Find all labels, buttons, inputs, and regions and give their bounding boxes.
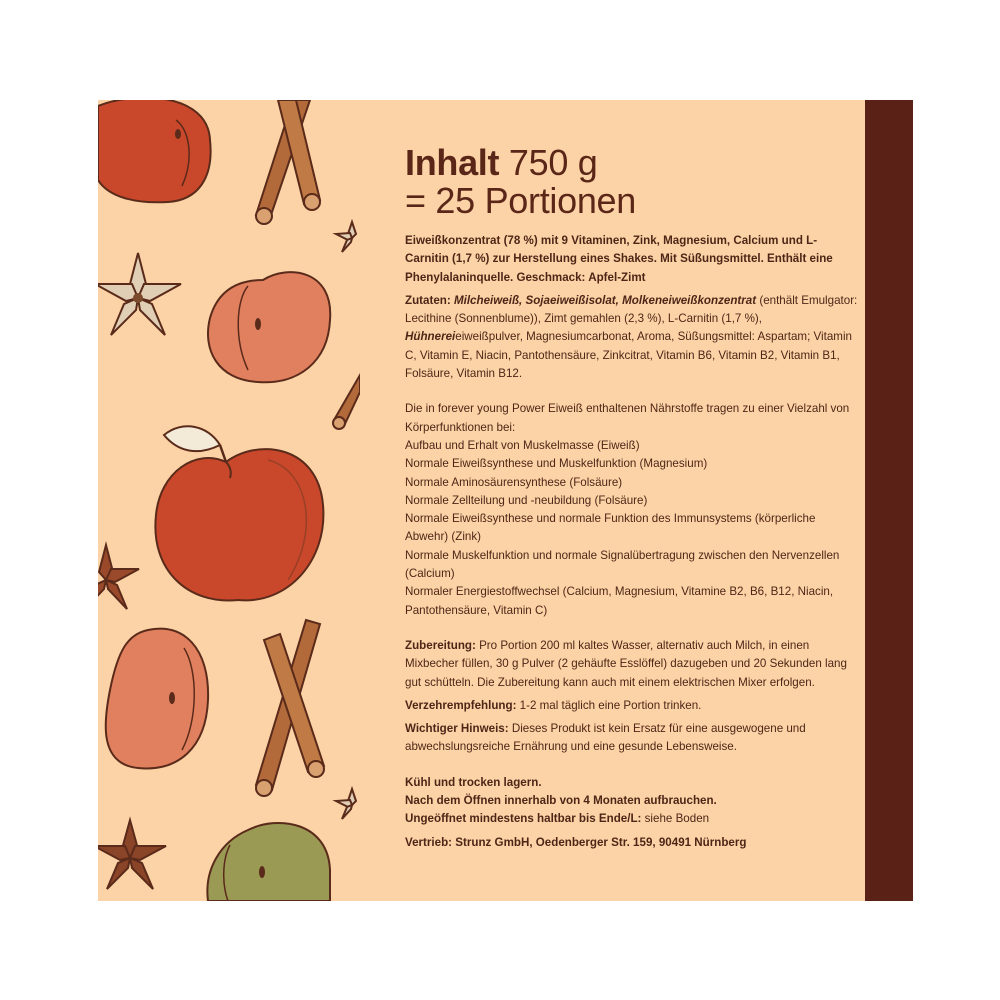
- notice: [405, 720, 860, 757]
- side-stripe: [865, 100, 913, 901]
- list-item: Normale Zellteilung und -neubildung (Folsäure): [405, 493, 648, 507]
- list-item: Aufbau und Erhalt von Muskelmasse (Eiweiß): [405, 438, 640, 452]
- functions-intro: Die in forever young Power Eiweiß enthaltenen Nährstoffe tragen zu einer Vielzahl von Körperfunktionen bei:: [405, 402, 850, 434]
- functions-list: [405, 437, 860, 620]
- label-text: [405, 144, 860, 852]
- storage-line-1: Kühl und trocken lagern.: [405, 775, 542, 789]
- apple-half-icon: [98, 100, 211, 202]
- recommendation-text: 1-2 mal täglich eine Portion trinken.: [516, 698, 702, 712]
- leaf-icon: [164, 426, 226, 462]
- title-portions: = 25 Portionen: [405, 180, 636, 221]
- recommendation: [405, 697, 860, 715]
- ingredients-allergen-1: Milcheiweiß, Sojaeiweißisolat, Molkeneiweißkonzentrat: [453, 293, 757, 307]
- storage-line-3: [405, 810, 860, 828]
- apple-half-icon: [106, 629, 208, 769]
- apple-half-icon: [208, 272, 330, 382]
- title-amount: 750 g: [499, 142, 598, 183]
- list-item: Normale Aminosäurensynthese (Folsäure): [405, 475, 623, 489]
- illustration-panel: [98, 100, 360, 901]
- cinnamon-stick-icon: [256, 100, 320, 224]
- list-item: Normale Muskelfunktion und normale Signalübertragung zwischen den Nervenzellen (Calcium): [405, 548, 840, 581]
- star-anise-icon: [98, 820, 166, 889]
- distribution: Vertrieb: Strunz GmbH, Oedenberger Str. 159, 90491 Nürnberg: [405, 835, 747, 849]
- storage-line-3-rest: siehe Boden: [641, 812, 710, 826]
- apple-icon: [155, 449, 323, 600]
- cinnamon-stick-icon: [333, 375, 360, 429]
- storage-line-2: Nach dem Öffnen innerhalb von 4 Monaten aufbrauchen.: [405, 794, 717, 808]
- star-anise-icon: [98, 253, 181, 335]
- notice-label: Wichtiger Hinweis:: [405, 722, 509, 736]
- list-item: Normale Eiweißsynthese und normale Funktion des Immunsystems (körperliche Abwehr) (Zink): [405, 512, 816, 544]
- star-anise-icon: [98, 545, 139, 609]
- cinnamon-stick-icon: [256, 620, 324, 796]
- ingredients-label: Zutaten:: [405, 293, 454, 307]
- star-anise-icon: [336, 789, 356, 819]
- preparation: [405, 637, 860, 692]
- recommendation-label: Verzehrempfehlung:: [405, 698, 517, 712]
- apple-half-icon: [207, 823, 330, 901]
- list-item: Normale Eiweißsynthese und Muskelfunktion (Magnesium): [405, 457, 708, 471]
- storage-line-3-bold: Ungeöffnet mindestens haltbar bis Ende/L:: [405, 812, 642, 826]
- ingredients-part-1: (enthält Emulgator: Lecithine (Sonnenblume)), Zimt gemahlen (2,3 %), L-Carnitin (1,7 %),: [405, 293, 858, 326]
- preparation-text: Pro Portion 200 ml kaltes Wasser, alternativ auch Milch, in einen Mixbecher füllen, 30 g Pulver (2 gehäufte Esslöffel) dazugeben und 20 Sekunden lang gut schütteln. Die Zubereitung kann auch mit einem elektrischen Mixer erfolgen.: [405, 638, 847, 689]
- product-description: Eiweißkonzentrat (78 %) mit 9 Vitaminen, Zink, Magnesium, Calcium und L-Carnitin (1,7 %) zur Herstellung eines Shakes. Mit Süßungsmittel. Enthält eine Phenylalaninquelle. Geschmack: Apfel-Zimt: [405, 234, 833, 284]
- title-bold: Inhalt: [405, 142, 500, 183]
- ingredients: [405, 292, 860, 383]
- preparation-label: Zubereitung:: [405, 638, 476, 652]
- star-anise-icon: [336, 222, 356, 252]
- product-label: [98, 100, 913, 901]
- page-title: [405, 144, 860, 220]
- ingredients-allergen-2: Hühnerei: [405, 330, 456, 344]
- list-item: Normaler Energiestoffwechsel (Calcium, Magnesium, Vitamine B2, B6, B12, Niacin, Pantothensäure, Vitamin C): [405, 585, 834, 617]
- notice-text: Dieses Produkt ist kein Ersatz für eine ausgewogene und abwechslungsreiche Ernährung und eine gesunde Lebensweise.: [405, 722, 806, 754]
- ingredients-part-2: eiweißpulver, Magnesiumcarbonat, Aroma, Süßungsmittel: Aspartam; Vitamin C, Vitamin E, Niacin, Pantothensäure, Zinkcitrat, Vitamin B6, Vitamin B2, Vitamin B1, Folsäure, Vitamin B12.: [405, 330, 852, 381]
